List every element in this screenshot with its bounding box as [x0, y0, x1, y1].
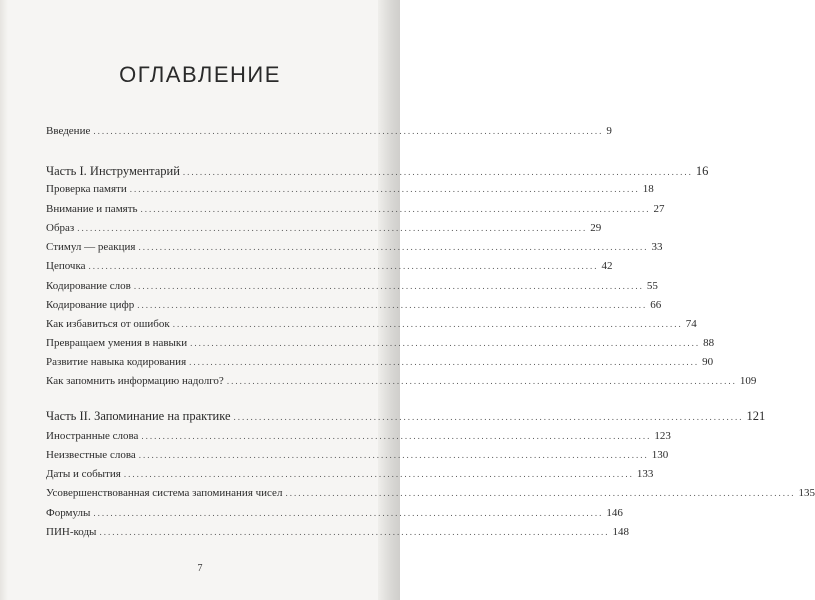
toc-entry	[46, 241, 663, 254]
toc-entry-label: Образ	[46, 222, 75, 234]
toc-entry-page: 88	[703, 337, 715, 349]
toc-entry-label: Кодирование цифр	[46, 299, 135, 311]
toc-entry	[46, 487, 815, 500]
toc-entry	[46, 430, 671, 443]
toc-entry-label: Стимул — реакция	[46, 241, 136, 253]
toc-leader-dots: ........................................................................................................................	[226, 376, 737, 386]
toc-entry-page: 9	[606, 125, 612, 137]
toc-entry-label: Превращаем умения в навыки	[46, 337, 188, 349]
toc-leader-dots: ........................................................................................................................	[99, 527, 610, 537]
toc-title: ОГЛАВЛЕНИЕ	[119, 62, 281, 87]
toc-leader-dots: ........................................................................................................................	[233, 412, 744, 422]
toc-leader-dots: ........................................................................................................................	[172, 319, 683, 329]
toc-entry	[46, 337, 715, 350]
toc-entry-label: Как избавиться от ошибок	[46, 318, 170, 330]
toc-entry	[46, 507, 623, 520]
toc-entry-page: 109	[739, 375, 757, 387]
toc-entry-label: Неизвестные слова	[46, 449, 136, 461]
toc-leader-dots: ........................................................................................................................	[138, 242, 649, 252]
toc-leader-dots: ........................................................................................................................	[190, 338, 701, 348]
toc-leader-dots: ........................................................................................................................	[93, 508, 604, 518]
toc-leader-dots: ........................................................................................................................	[88, 261, 599, 271]
toc-leader-dots: ........................................................................................................................	[123, 469, 634, 479]
toc-entry	[46, 356, 714, 369]
toc-entry	[46, 468, 654, 481]
toc-entry-page: 133	[636, 468, 654, 480]
toc-leader-dots: ........................................................................................................................	[133, 281, 644, 291]
toc-entry-page: 55	[646, 280, 658, 292]
toc-entry-page: 42	[601, 260, 613, 272]
toc-leader-dots: ........................................................................................................................	[182, 167, 693, 177]
toc-entry-page: 146	[606, 507, 623, 519]
toc-entry-label: Цепочка	[46, 260, 86, 272]
toc-entry	[46, 299, 662, 312]
toc-entry-label: Часть II. Запоминание на практике	[46, 409, 231, 423]
page-binding-shadow	[0, 0, 8, 600]
toc-leader-dots: ........................................................................................................................	[137, 300, 648, 310]
toc-entry-page: 27	[653, 203, 665, 215]
toc-entry-label: Усовершенствованная система запоминания чисел	[46, 487, 283, 499]
toc-entry	[46, 375, 757, 388]
toc-entry-page: 130	[651, 449, 669, 461]
toc-entry-page: 66	[650, 299, 662, 311]
toc-entry	[46, 203, 665, 216]
toc-entry	[46, 318, 697, 331]
toc-entry-label: ПИН-коды	[46, 526, 97, 538]
toc-entry-page: 121	[746, 409, 766, 423]
toc-leader-dots: ........................................................................................................................	[285, 488, 796, 498]
toc-entry-page: 74	[685, 318, 697, 330]
toc-entry-page: 33	[651, 241, 663, 253]
toc-entry	[46, 526, 629, 539]
toc-entry-page: 90	[702, 356, 714, 368]
toc-entry-label: Проверка памяти	[46, 183, 127, 195]
toc-entry	[46, 260, 613, 273]
toc-entry-page: 16	[695, 164, 709, 178]
toc-entry-label: Формулы	[46, 507, 91, 519]
toc-entry-label: Часть I. Инструментарий	[46, 164, 180, 178]
toc-entry-page: 148	[612, 526, 629, 538]
toc-leader-dots: ........................................................................................................................	[140, 204, 651, 214]
toc-leader-dots: ........................................................................................................................	[141, 431, 652, 441]
toc-entry	[46, 222, 602, 235]
toc-entry-label: Кодирование слов	[46, 280, 131, 292]
toc-entry	[46, 280, 658, 293]
toc-entry-page: 18	[642, 183, 654, 195]
toc-entry	[46, 449, 669, 462]
toc-entry	[46, 183, 654, 196]
toc-leader-dots: ........................................................................................................................	[77, 223, 588, 233]
toc-entry-page: 123	[654, 430, 671, 442]
toc-leader-dots: ........................................................................................................................	[93, 126, 604, 136]
toc-part-heading	[46, 164, 709, 180]
toc-entry-label: Развитие навыка кодирования	[46, 356, 187, 368]
toc-entry-label: Введение	[46, 125, 91, 137]
page-number: 7	[197, 563, 203, 574]
toc-entry-label: Даты и события	[46, 468, 121, 480]
toc-entry-page: 135	[798, 487, 815, 499]
toc-leader-dots: ........................................................................................................................	[138, 450, 649, 460]
toc-leader-dots: ........................................................................................................................	[189, 357, 700, 367]
toc-entry	[46, 125, 612, 138]
toc-entry-label: Как запомнить информацию надолго?	[46, 375, 224, 387]
toc-part-heading	[46, 409, 766, 425]
toc-entry-label: Внимание и память	[46, 203, 138, 215]
toc-leader-dots: ........................................................................................................................	[129, 184, 640, 194]
toc-entry-page: 29	[590, 222, 602, 234]
toc-entry-label: Иностранные слова	[46, 430, 139, 442]
